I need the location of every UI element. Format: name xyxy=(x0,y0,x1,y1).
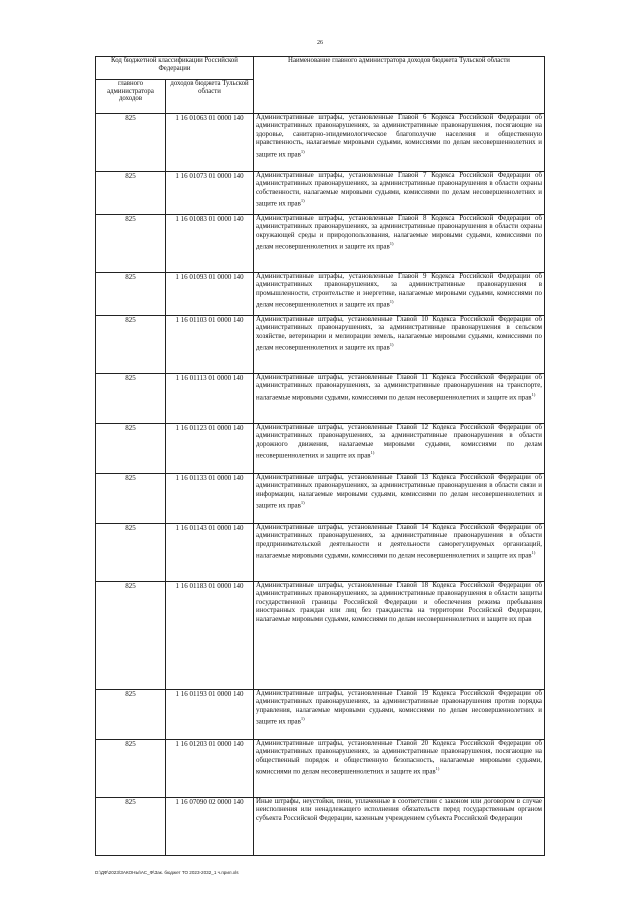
income-code-cell: 1 16 01193 01 0000 140 xyxy=(166,690,254,740)
income-code-cell: 1 16 01123 01 0000 140 xyxy=(166,424,254,474)
table-row xyxy=(96,740,545,798)
description-cell xyxy=(254,114,545,172)
admin-code-cell: 825 xyxy=(96,582,166,690)
name-header xyxy=(254,57,545,114)
table-row xyxy=(96,474,545,524)
description-cell xyxy=(254,374,545,424)
footnote-mark: 1) xyxy=(300,716,305,722)
footnote-mark: 1) xyxy=(389,299,394,305)
description-text: Административные штрафы, установленные Главой 19 Кодекса Российской Федерации об административных правонарушениях, за административные правонарушения против порядка управления, налагаемые мировыми судьями, комиссиями по делам несовершеннолетних и защите их прав xyxy=(256,690,542,726)
table-row xyxy=(96,172,545,215)
description-cell xyxy=(254,524,545,582)
footnote-mark: 1) xyxy=(300,148,305,154)
description-cell xyxy=(254,740,545,798)
description-cell xyxy=(254,582,545,690)
income-code-cell: 1 16 01073 01 0000 140 xyxy=(166,172,254,215)
admin-code-cell: 825 xyxy=(96,524,166,582)
description-text: Административные штрафы, установленные Главой 10 Кодекса Российской Федерации об административных правонарушениях, за административные правонарушения в сельском хозяйстве, ветеринарии и мелиорации земель, налагаемые мировыми судьями, комиссиями по делам несовершеннолетних и защите их прав xyxy=(256,316,542,352)
page-number: 26 xyxy=(317,40,323,46)
admin-code-cell: 825 xyxy=(96,215,166,273)
description-cell xyxy=(254,690,545,740)
footnote-mark: 1) xyxy=(389,342,394,348)
income-code-cell: 1 16 01143 01 0000 140 xyxy=(166,524,254,582)
income-code-cell: 1 16 01183 01 0000 140 xyxy=(166,582,254,690)
income-code-header: доходов бюджета Тульской области xyxy=(166,80,254,114)
description-cell xyxy=(254,273,545,316)
income-code-cell: 1 16 07090 02 0000 140 xyxy=(166,798,254,856)
table-body xyxy=(96,114,545,856)
admin-code-cell: 825 xyxy=(96,273,166,316)
description-text: Административные штрафы, установленные Главой 8 Кодекса Российской Федерации об административных правонарушениях, за административные правонарушения в области охраны окружающей среды и природопользования, налагаемые мировыми судьями, комиссиями по делам несовершеннолетних и защите их прав xyxy=(256,215,542,251)
table-row xyxy=(96,215,545,273)
description-text: Административные штрафы, установленные Главой 11 Кодекса Российской Федерации об административных правонарушениях, за административные правонарушения на транспорте, налагаемые мировыми судьями, комиссиями по делам несовершеннолетних и защите их прав xyxy=(256,374,542,402)
admin-code-cell: 825 xyxy=(96,114,166,172)
table-row xyxy=(96,798,545,856)
table-row xyxy=(96,690,545,740)
income-code-cell: 1 16 01063 01 0000 140 xyxy=(166,114,254,172)
income-code-cell: 1 16 01133 01 0000 140 xyxy=(166,474,254,524)
income-code-cell: 1 16 01103 01 0000 140 xyxy=(166,316,254,374)
file-path-footer: D:\ДФ\2023\ЗАКОНЫ\АС_Ф\Зак. бюджет ТО 2023-2032_1 ч.прил.xls xyxy=(95,870,239,875)
description-text: Административные штрафы, установленные Главой 7 Кодекса Российской Федерации об административных правонарушениях, за административные правонарушения в области охраны собственности, налагаемые мировыми судьями, комиссиями по делам несовершеннолетних и защите их прав xyxy=(256,172,542,208)
footnote-mark: 1) xyxy=(531,391,536,397)
table-row xyxy=(96,424,545,474)
description-text: Административные штрафы, установленные Главой 18 Кодекса Российской Федерации об административных правонарушениях, за административные правонарушения в области защиты государственной границы Российской Федерации и обеспечения режима пребывания иностранных граждан или лиц без гражданства на территории Российской Федерации, налагаемые мировыми судьями, комиссиями по делам несовершеннолетних и защите их прав xyxy=(256,582,542,623)
description-text: Административные штрафы, установленные Главой 13 Кодекса Российской Федерации об административных правонарушениях, за административные правонарушения в области связи и информации, налагаемые мировыми судьями, комиссиями по делам несовершеннолетних и защите их прав xyxy=(256,474,542,510)
income-code-cell: 1 16 01083 01 0000 140 xyxy=(166,215,254,273)
description-text: Административные штрафы, установленные Главой 14 Кодекса Российской Федерации об административных правонарушениях, за административные правонарушения в области предпринимательской деятельности и деятельности саморегулируемых организаций, налагаемые мировыми судьями, комиссиями по делам несовершеннолетних и защите их прав xyxy=(256,524,542,560)
admin-code-cell: 825 xyxy=(96,172,166,215)
table-row xyxy=(96,316,545,374)
description-text: Административные штрафы, установленные Главой 20 Кодекса Российской Федерации об административных правонарушениях, за административные правонарушения, посягающие на общественный порядок и общественную безопасность, налагаемые мировыми судьями, комиссиями по делам несовершеннолетних и защите их прав xyxy=(256,740,542,776)
table-header-row xyxy=(96,57,545,80)
description-cell xyxy=(254,215,545,273)
description-cell xyxy=(254,424,545,474)
footnote-mark: 1) xyxy=(300,198,305,204)
table-row xyxy=(96,273,545,316)
footnote-mark: 1) xyxy=(531,550,536,556)
table-row xyxy=(96,524,545,582)
income-code-cell: 1 16 01113 01 0000 140 xyxy=(166,374,254,424)
description-cell xyxy=(254,172,545,215)
description-text: Административные штрафы, установленные Главой 12 Кодекса Российской Федерации об административных правонарушениях, за административные правонарушения в области дорожного движения, налагаемые мировыми судьями, комиссиями по делам несовершеннолетних и защите их прав xyxy=(256,424,542,460)
description-cell xyxy=(254,798,545,856)
table-row xyxy=(96,582,545,690)
name-header-label: Наименование главного администратора доходов бюджета Тульской области xyxy=(288,57,510,64)
budget-classification-table xyxy=(95,56,545,856)
description-text: Иные штрафы, неустойки, пени, уплаченные в соответствии с законом или договором в случае неисполнения или ненадлежащего исполнения обязательств перед государственным органом субъекта Российской Федерации, казенным учреждением субъекта Российской Федерации xyxy=(256,798,542,822)
admin-code-cell: 825 xyxy=(96,316,166,374)
footnote-mark: 1) xyxy=(300,500,305,506)
description-cell xyxy=(254,316,545,374)
income-code-cell: 1 16 01093 01 0000 140 xyxy=(166,273,254,316)
footnote-mark: 1) xyxy=(389,241,394,247)
admin-code-cell: 825 xyxy=(96,424,166,474)
admin-code-cell: 825 xyxy=(96,474,166,524)
description-text: Административные штрафы, установленные Главой 9 Кодекса Российской Федерации об административных правонарушениях, за административные правонарушения в промышленности, строительстве и энергетике, налагаемые мировыми судьями, комиссиями по делам несовершеннолетних и защите их прав xyxy=(256,273,542,309)
admin-code-cell: 825 xyxy=(96,740,166,798)
kbk-header: Код бюджетной классификации Российской Федерации xyxy=(96,57,254,80)
description-text: Административные штрафы, установленные Главой 6 Кодекса Российской Федерации об административных правонарушениях, за административные правонарушения, посягающие на здоровье, санитарно-эпидемиологическое благополучие населения и общественную нравственность, налагаемые мировыми судьями, комиссиями по делам несовершеннолетних и защите их прав xyxy=(256,114,542,158)
footnote-mark: 1) xyxy=(435,766,440,772)
admin-code-cell: 825 xyxy=(96,374,166,424)
admin-code-cell: 825 xyxy=(96,690,166,740)
table-row xyxy=(96,114,545,172)
income-code-cell: 1 16 01203 01 0000 140 xyxy=(166,740,254,798)
table-row xyxy=(96,374,545,424)
description-cell xyxy=(254,474,545,524)
admin-code-cell: 825 xyxy=(96,798,166,856)
footnote-mark: 1) xyxy=(370,450,375,456)
admin-code-header: главного администратора доходов xyxy=(96,80,166,114)
